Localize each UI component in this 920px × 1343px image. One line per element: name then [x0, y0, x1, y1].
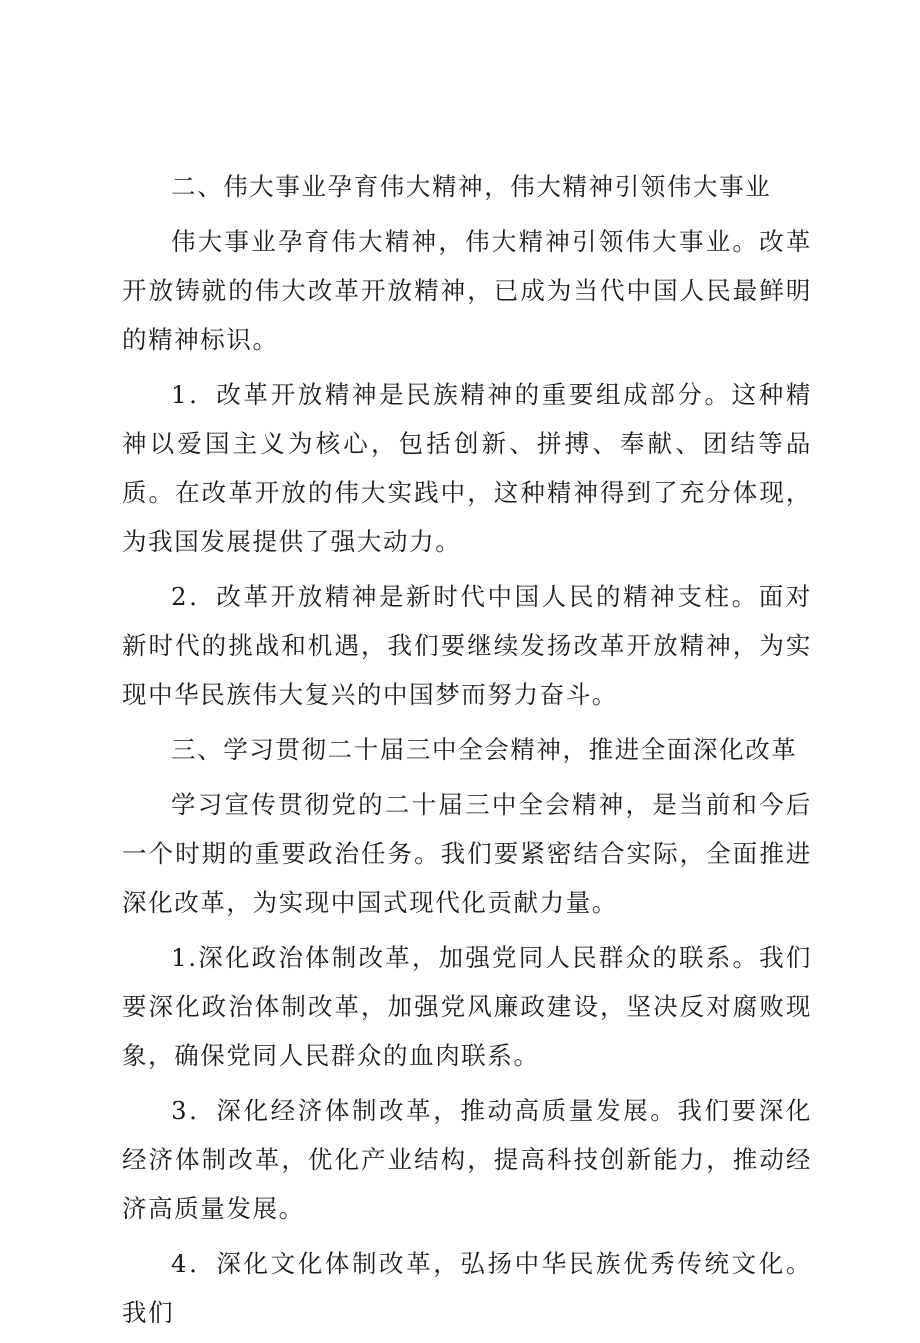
- paragraph-point-1: 1．改革开放精神是民族精神的重要组成部分。这种精神以爱国主义为核心，包括创新、拼搏、奉献、团结等品质。在改革开放的伟大实践中，这种精神得到了充分体现，为我国发展提供了强大动力。: [122, 380, 812, 556]
- paragraph-intro: 伟大事业孕育伟大精神，伟大精神引领伟大事业。改革开放铸就的伟大改革开放精神，已成为当代中国人民最鲜明的精神标识。: [122, 227, 812, 354]
- document-body: [122, 162, 812, 1343]
- paragraph-point-2: 2．改革开放精神是新时代中国人民的精神支柱。面对新时代的挑战和机遇，我们要继续发扬改革开放精神，为实现中华民族伟大复兴的中国梦而努力奋斗。: [122, 582, 812, 709]
- section-heading-2: 二、伟大事业孕育伟大精神，伟大精神引领伟大事业: [171, 172, 772, 201]
- paragraph-section-3-intro: 学习宣传贯彻党的二十届三中全会精神，是当前和今后一个时期的重要政治任务。我们要紧密结合实际，全面推进深化改革，为实现中国式现代化贡献力量。: [122, 790, 812, 917]
- paragraph-economic-reform: 3．深化经济体制改革，推动高质量发展。我们要深化经济体制改革，优化产业结构，提高科技创新能力，推动经济高质量发展。: [122, 1096, 812, 1223]
- paragraph-political-reform: 1.深化政治体制改革，加强党同人民群众的联系。我们要深化政治体制改革，加强党风廉政建设，坚决反对腐败现象，确保党同人民群众的血肉联系。: [122, 943, 812, 1070]
- paragraph-cultural-reform: 4．深化文化体制改革，弘扬中华民族优秀传统文化。我们: [122, 1249, 812, 1327]
- section-heading-3: 三、学习贯彻二十届三中全会精神，推进全面深化改革: [171, 735, 798, 764]
